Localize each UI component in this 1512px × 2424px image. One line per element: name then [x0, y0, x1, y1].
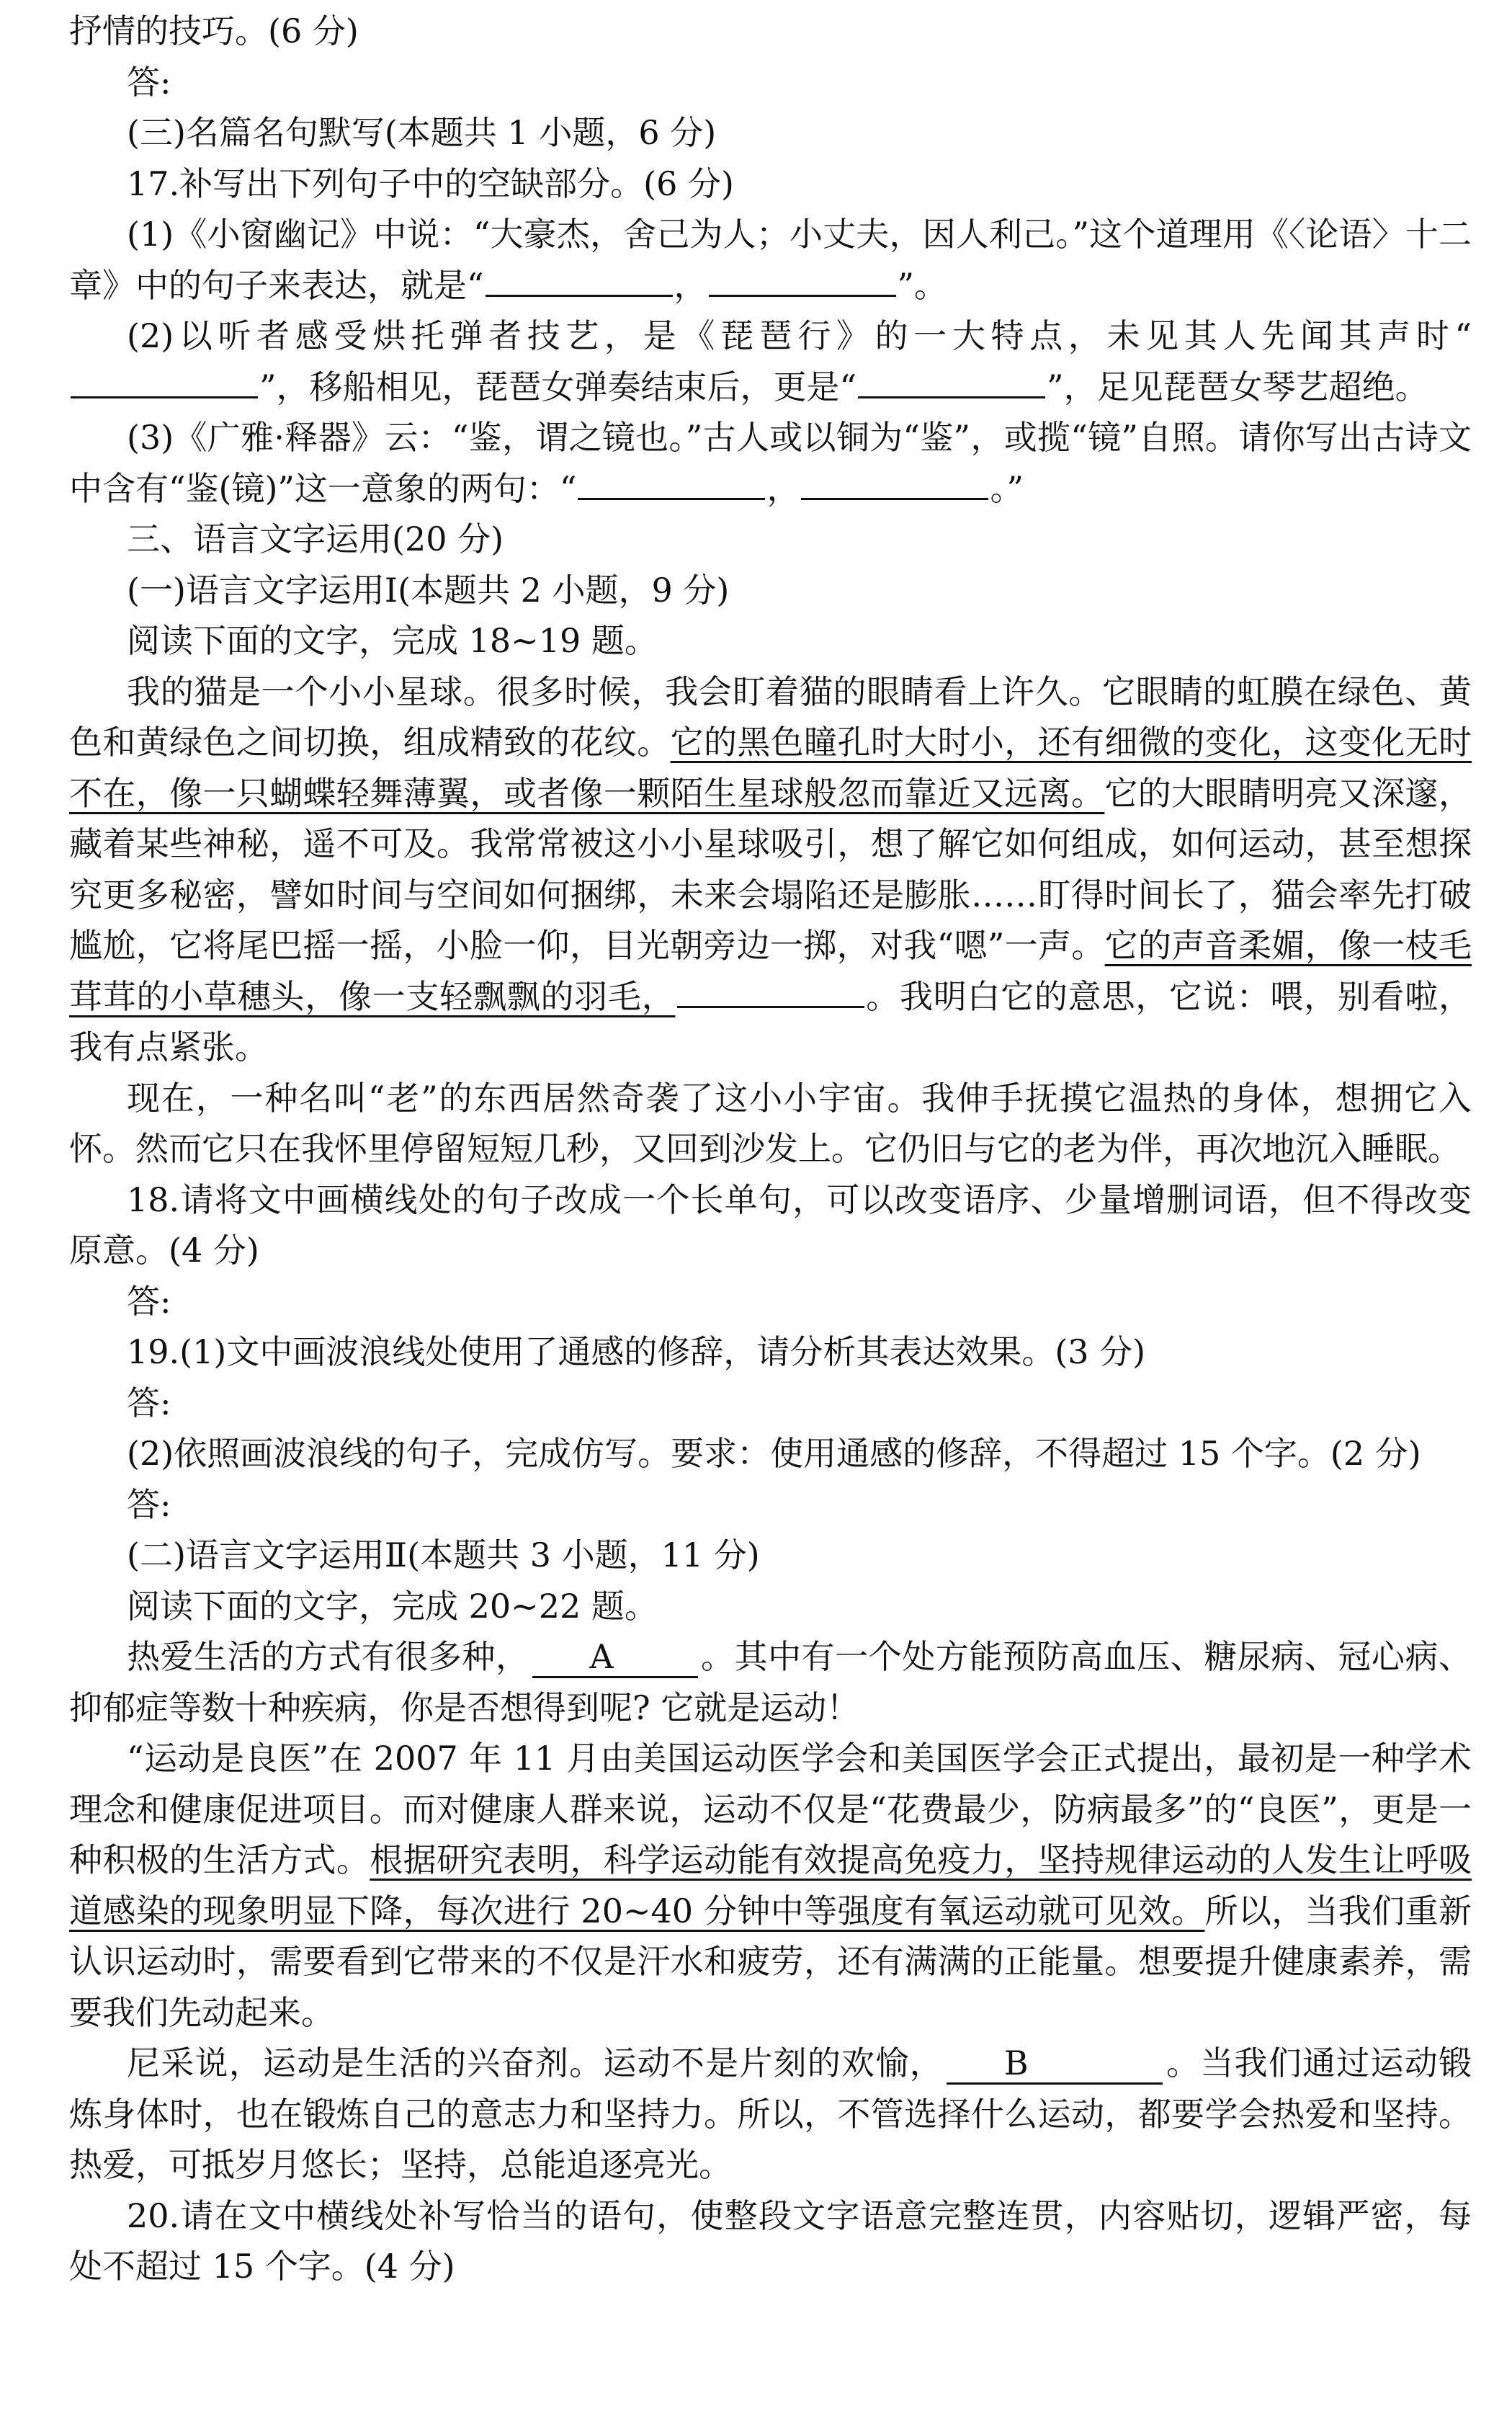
- wavy-underlined-sentence: 它的声音柔媚，像一枝毛茸茸的小草穗头，像一支轻飘飘的羽毛，: [69, 926, 1472, 1016]
- underlined-sentence: 它的黑色瞳孔时大时小，还有细微的变化，这变化无时不在，像一只蝴蝶轻舞薄翼，或者像一颗陌生星球般忽而靠近又远离。: [69, 723, 1472, 813]
- q16-tail: 抒情的技巧。(6 分): [69, 12, 359, 50]
- passage-paragraph: [69, 1733, 1472, 2038]
- blank-a[interactable]: A: [532, 1637, 698, 1678]
- fill-blank[interactable]: [709, 260, 896, 297]
- answer-label: 答:: [127, 62, 171, 102]
- answer-label: 答:: [127, 1281, 171, 1321]
- question-17: 17.补写出下列句子中的空缺部分。(6 分): [127, 164, 734, 203]
- section-heading: (一)语言文字运用Ⅰ(本题共 2 小题，9 分): [127, 570, 730, 610]
- answer-label: 答:: [127, 1484, 171, 1524]
- passage-text: 。当我们通过运动锻炼身体时，也在锻炼自己的意志力和坚持力。所以，不管选择什么运动，都要学会热爱和坚持。热爱，可抵岁月悠长；坚持，总能追逐亮光。: [69, 2044, 1472, 2184]
- section-heading: (三)名篇名句默写(本题共 1 小题，6 分): [127, 113, 717, 152]
- reading-instruction: 阅读下面的文字，完成 20~22 题。: [127, 1586, 658, 1626]
- q17-3-end: 。”: [990, 468, 1024, 508]
- passage-text: 我的猫是一个小小星球。很多时候，我会盯着猫的眼睛看上许久。它眼睛的虹膜在绿色、黄色和黄绿色之间切换，组成精致的花纹。: [69, 672, 1472, 762]
- passage-text: “运动是良医”在 2007 年 11 月由美国运动医学会和美国医学会正式提出，最初是一种学术理念和健康促进项目。而对健康人群来说，运动不仅是“花费最少，防病最多”的“良医”，更是一种积极的生活方式。: [69, 1739, 1472, 1879]
- section-heading: (二)语言文字运用Ⅱ(本题共 3 小题，11 分): [127, 1536, 760, 1574]
- fill-blank[interactable]: [71, 362, 258, 398]
- question-17-3: [69, 412, 1472, 514]
- q17-2-end: ”，足见琵琶女琴艺超绝。: [1047, 367, 1428, 406]
- passage-paragraph: [69, 1631, 1472, 1733]
- q17-1-end: ”。: [897, 265, 948, 305]
- passage-text: 。其中有一个处方能预防高血压、糖尿病、冠心病、抑郁症等数十种疾病，你是否想得到呢? 它就是运动！: [69, 1637, 1472, 1727]
- q17-2-text: (2)以听者感受烘托弹者技艺，是《琵琶行》的一大特点，未见其人先闻其声时“: [127, 316, 1472, 355]
- q17-1-text: (1)《小窗幽记》中说：“大豪杰，舍己为人；小丈夫，因人利己。”这个道理用《〈论语〉十二章》中的句子来表达，就是“: [69, 215, 1472, 305]
- passage-text: 。我明白它的意思，它说：喂，别看啦，我有点紧张。: [69, 976, 1472, 1066]
- reading-instruction: 阅读下面的文字，完成 18~19 题。: [127, 621, 658, 660]
- q17-2-mid: ”，移船相见，琵琶女弹奏结束后，更是“: [259, 367, 857, 406]
- passage-text: 它的大眼睛明亮又深邃，藏着某些神秘，遥不可及。我常常被这小小星球吸引，想了解它如何组成，如何运动，甚至想探究更多秘密，譬如时间与空间如何捆绑，未来会塌陷还是膨胀……盯得时间长了，猫会率先打破尴尬，它将尾巴摇一摇，小脸一仰，目光朝旁边一掷，对我“嗯”一声。: [69, 773, 1472, 965]
- fill-blank[interactable]: [801, 463, 988, 500]
- passage-paragraph: 现在，一种名叫“老”的东西居然奇袭了这小小宇宙。我伸手抚摸它温热的身体，想拥它入怀。然而它只在我怀里停留短短几秒，又回到沙发上。它仍旧与它的老为伴，再次地沉入睡眠。: [69, 1078, 1472, 1168]
- question-18: 18.请将文中画横线处的句子改成一个长单句，可以改变语序、少量增删词语，但不得改变原意。(4 分): [69, 1180, 1472, 1270]
- passage-paragraph: [69, 2038, 1472, 2191]
- q17-3-text: (3)《广雅·释器》云：“鉴，谓之镜也。”古人或以铜为“鉴”，或揽“镜”自照。请你写出古诗文中含有“鉴(镜)”这一意象的两句：“: [69, 418, 1472, 508]
- underlined-sentence: 根据研究表明，科学运动能有效提高免疫力，坚持规律运动的人发生让呼吸道感染的现象明显下降，每次进行 20~40 分钟中等强度有氧运动就可见效。: [69, 1840, 1472, 1930]
- question-17-2: [69, 311, 1472, 412]
- fill-blank[interactable]: [578, 463, 765, 500]
- blank-b[interactable]: B: [947, 2044, 1163, 2085]
- question-19-2: (2)依照画波浪线的句子，完成仿写。要求：使用通感的修辞，不得超过 15 个字。(2 分): [127, 1434, 1421, 1473]
- question-20: 20.请在文中横线处补写恰当的语句，使整段文字语意完整连贯，内容贴切，逻辑严密，每处不超过 15 个字。(4 分): [69, 2196, 1472, 2286]
- passage-text: 尼采说，运动是生活的兴奋剂。运动不是片刻的欢愉，: [127, 2044, 944, 2082]
- q17-1-sep: ，: [674, 265, 707, 305]
- fill-blank[interactable]: [486, 260, 673, 297]
- passage-text: 热爱生活的方式有很多种，: [127, 1637, 529, 1676]
- question-17-1: [69, 209, 1472, 311]
- question-19-1: 19.(1)文中画波浪线处使用了通感的修辞，请分析其表达效果。(3 分): [127, 1332, 1146, 1371]
- q17-3-sep: ，: [766, 468, 800, 508]
- passage-paragraph: [69, 667, 1472, 1073]
- answer-label: 答:: [127, 1383, 171, 1422]
- fill-blank[interactable]: [677, 971, 864, 1008]
- part-heading: 三、语言文字运用(20 分): [127, 520, 504, 558]
- fill-blank[interactable]: [858, 362, 1045, 398]
- passage-text: 所以，当我们重新认识运动时，需要看到它带来的不仅是汗水和疲劳，还有满满的正能量。想要提升健康素养，需要我们先动起来。: [69, 1891, 1472, 2032]
